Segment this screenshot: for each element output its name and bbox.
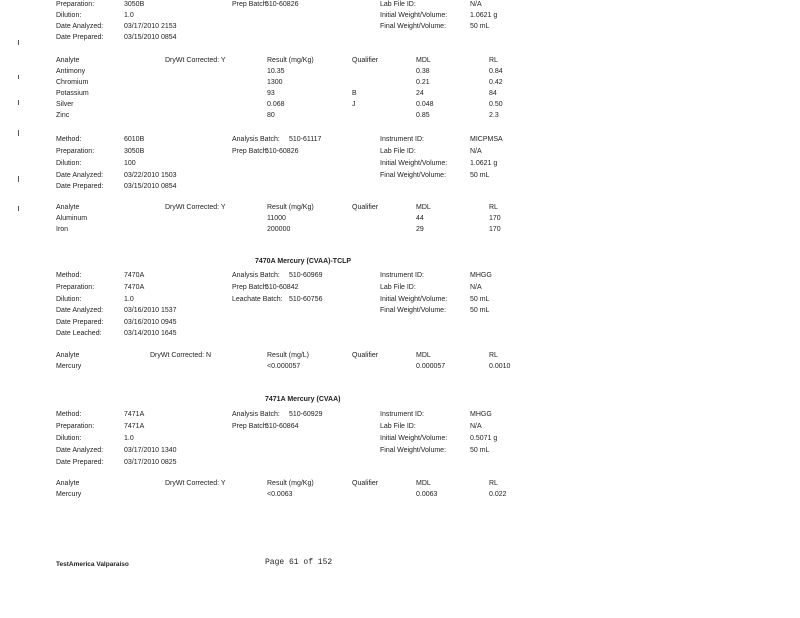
col-rl: RL: [489, 352, 498, 359]
col-mdl: MDL: [416, 480, 431, 487]
prep-batch-value: 510-60864: [265, 423, 299, 430]
initial-wv-value: 1.0621 g: [470, 12, 498, 19]
analyte-cell: Aluminum: [56, 215, 88, 222]
col-qualifier: Qualifier: [352, 57, 379, 64]
preparation-value: 7470A: [124, 284, 145, 291]
initial-wv-label: Initial Weight/Volume:: [380, 160, 448, 167]
final-wv-label: Final Weight/Volume:: [380, 307, 447, 314]
result-cell: 10.35: [267, 68, 285, 75]
scan-mark: [18, 40, 19, 45]
rl-cell: 0.0010: [489, 363, 511, 370]
prep-batch-value: 510-60826: [265, 1, 299, 8]
date-prepared-label: Date Prepared:: [56, 34, 104, 41]
initial-wv-label: Initial Weight/Volume:: [380, 435, 448, 442]
lab-file-label: Lab File ID:: [380, 284, 416, 291]
instrument-label: Instrument ID:: [380, 272, 424, 279]
col-mdl: MDL: [416, 57, 431, 64]
col-drywt: DryWt Corrected: Y: [165, 480, 226, 487]
analyte-cell: Mercury: [56, 363, 82, 370]
preparation-label: Preparation:: [56, 284, 95, 291]
dilution-label: Dilution:: [56, 435, 82, 442]
prep-batch-label: Prep Batch:: [232, 423, 269, 430]
analysis-batch-value: 510-61117: [289, 136, 322, 143]
scan-mark: [18, 100, 19, 105]
result-cell: 1300: [267, 79, 283, 86]
result-cell: 11000: [267, 215, 286, 222]
initial-wv-label: Initial Weight/Volume:: [380, 296, 448, 303]
date-leached-label: Date Leached:: [56, 330, 102, 337]
date-analyzed-label: Date Analyzed:: [56, 307, 104, 314]
dilution-label: Dilution:: [56, 160, 82, 167]
method-label: Method:: [56, 136, 82, 143]
final-wv-label: Final Weight/Volume:: [380, 23, 447, 30]
mdl-cell: 0.85: [416, 112, 430, 119]
date-prepared-label: Date Prepared:: [56, 459, 104, 466]
result-cell: 80: [267, 112, 275, 119]
date-analyzed-label: Date Analyzed:: [56, 447, 104, 454]
rl-cell: 84: [489, 90, 497, 97]
dilution-value: 1.0: [124, 12, 134, 19]
analyte-cell: Antimony: [56, 68, 86, 75]
col-qualifier: Qualifier: [352, 352, 379, 359]
analyte-cell: Silver: [56, 101, 74, 108]
initial-wv-value: 0.5071 g: [470, 435, 498, 442]
result-cell: <0.0063: [267, 491, 293, 498]
preparation-label: Preparation:: [56, 1, 95, 8]
method-value: 7471A: [124, 411, 145, 418]
date-prepared-value: 03/15/2010 0854: [124, 34, 177, 41]
final-wv-label: Final Weight/Volume:: [380, 447, 447, 454]
mdl-cell: 0.38: [416, 68, 430, 75]
result-cell: <0.000057: [267, 363, 301, 370]
initial-wv-label: Initial Weight/Volume:: [380, 12, 448, 19]
scan-mark: [18, 75, 19, 79]
col-rl: RL: [489, 480, 498, 487]
lab-file-value: N/A: [470, 284, 482, 291]
final-wv-value: 50 mL: [470, 172, 490, 179]
lab-file-value: N/A: [470, 1, 482, 8]
mdl-cell: 44: [416, 215, 424, 222]
result-cell: 200000: [267, 226, 291, 233]
page-number: Page 61 of 152: [265, 558, 333, 567]
date-prepared-value: 03/16/2010 0945: [124, 319, 177, 326]
rl-cell: 0.84: [489, 68, 503, 75]
col-drywt: DryWt Corrected: Y: [165, 204, 226, 211]
leachate-batch-label: Leachate Batch:: [232, 296, 283, 303]
rl-cell: 170: [489, 226, 501, 233]
result-cell: 93: [267, 90, 275, 97]
analysis-batch-label: Analysis Batch:: [232, 136, 280, 143]
date-prepared-value: 03/15/2010 0854: [124, 183, 177, 190]
analysis-batch-value: 510-60929: [289, 411, 323, 418]
qualifier-cell: J: [352, 101, 356, 108]
col-rl: RL: [489, 204, 498, 211]
date-leached-value: 03/14/2010 1645: [124, 330, 177, 337]
prep-batch-label: Prep Batch:: [232, 148, 269, 155]
mdl-cell: 0.0063: [416, 491, 438, 498]
col-drywt: DryWt Corrected: N: [150, 352, 212, 359]
col-rl: RL: [489, 57, 498, 64]
mdl-cell: 0.21: [416, 79, 430, 86]
lab-file-label: Lab File ID:: [380, 148, 416, 155]
section-title: 7470A Mercury (CVAA)-TCLP: [255, 258, 352, 265]
preparation-label: Preparation:: [56, 423, 95, 430]
instrument-value: MICPMSA: [470, 136, 503, 143]
col-analyte: Analyte: [56, 480, 80, 487]
final-wv-value: 50 mL: [470, 307, 490, 314]
scan-mark: [18, 176, 19, 182]
analysis-batch-label: Analysis Batch:: [232, 272, 280, 279]
dilution-label: Dilution:: [56, 12, 82, 19]
scan-mark: [18, 206, 19, 211]
rl-cell: 170: [489, 215, 501, 222]
col-analyte: Analyte: [56, 204, 80, 211]
mdl-cell: 0.048: [416, 101, 434, 108]
instrument-label: Instrument ID:: [380, 136, 424, 143]
date-analyzed-value: 03/22/2010 1503: [124, 172, 177, 179]
col-analyte: Analyte: [56, 57, 80, 64]
rl-cell: 2.3: [489, 112, 499, 119]
col-drywt: DryWt Corrected: Y: [165, 57, 226, 64]
col-qualifier: Qualifier: [352, 204, 379, 211]
instrument-value: MHGG: [470, 272, 492, 279]
date-analyzed-label: Date Analyzed:: [56, 23, 104, 30]
analyte-cell: Chromium: [56, 79, 89, 86]
col-result: Result (mg/Kg): [267, 204, 314, 211]
footer-lab-name: TestAmerica Valparaiso: [56, 561, 129, 568]
mdl-cell: 0.000057: [416, 363, 446, 370]
section-title: 7471A Mercury (CVAA): [265, 396, 341, 403]
col-mdl: MDL: [416, 204, 431, 211]
col-result: Result (mg/L): [267, 352, 310, 359]
prep-batch-label: Prep Batch:: [232, 284, 269, 291]
mdl-cell: 29: [416, 226, 424, 233]
initial-wv-value: 50 mL: [470, 296, 490, 303]
method-value: 6010B: [124, 136, 145, 143]
preparation-value: 3050B: [124, 1, 145, 8]
scan-mark: [18, 130, 19, 136]
analyte-cell: Iron: [56, 226, 69, 233]
col-analyte: Analyte: [56, 352, 80, 359]
result-cell: 0.068: [267, 101, 285, 108]
col-result: Result (mg/Kg): [267, 57, 314, 64]
date-analyzed-value: 03/16/2010 1537: [124, 307, 177, 314]
analysis-batch-value: 510-60969: [289, 272, 323, 279]
rl-cell: 0.50: [489, 101, 503, 108]
method-value: 7470A: [124, 272, 145, 279]
date-analyzed-label: Date Analyzed:: [56, 172, 104, 179]
dilution-value: 1.0: [124, 435, 134, 442]
lab-file-value: N/A: [470, 148, 482, 155]
date-prepared-value: 03/17/2010 0825: [124, 459, 177, 466]
initial-wv-value: 1.0621 g: [470, 160, 498, 167]
lab-file-label: Lab File ID:: [380, 1, 416, 8]
final-wv-label: Final Weight/Volume:: [380, 172, 447, 179]
analyte-cell: Zinc: [56, 112, 70, 119]
prep-batch-value: 510-60826: [265, 148, 299, 155]
rl-cell: 0.022: [489, 491, 507, 498]
preparation-label: Preparation:: [56, 148, 95, 155]
dilution-label: Dilution:: [56, 296, 82, 303]
prep-batch-label: Prep Batch:: [232, 1, 269, 8]
leachate-batch-value: 510-60756: [289, 296, 323, 303]
preparation-value: 7471A: [124, 423, 145, 430]
col-qualifier: Qualifier: [352, 480, 379, 487]
instrument-label: Instrument ID:: [380, 411, 424, 418]
method-label: Method:: [56, 272, 82, 279]
date-prepared-label: Date Prepared:: [56, 319, 104, 326]
final-wv-value: 50 mL: [470, 447, 490, 454]
analysis-batch-label: Analysis Batch:: [232, 411, 280, 418]
date-prepared-label: Date Prepared:: [56, 183, 104, 190]
qualifier-cell: B: [352, 90, 357, 97]
preparation-value: 3050B: [124, 148, 145, 155]
col-mdl: MDL: [416, 352, 431, 359]
instrument-value: MHGG: [470, 411, 492, 418]
analyte-cell: Potassium: [56, 90, 89, 97]
rl-cell: 0.42: [489, 79, 503, 86]
prep-batch-value: 510-60842: [265, 284, 299, 291]
mdl-cell: 24: [416, 90, 424, 97]
method-label: Method:: [56, 411, 82, 418]
lab-file-value: N/A: [470, 423, 482, 430]
date-analyzed-value: 03/17/2010 2153: [124, 23, 177, 30]
dilution-value: 100: [124, 160, 136, 167]
final-wv-value: 50 mL: [470, 23, 490, 30]
col-result: Result (mg/Kg): [267, 480, 314, 487]
date-analyzed-value: 03/17/2010 1340: [124, 447, 177, 454]
analyte-cell: Mercury: [56, 491, 82, 498]
lab-file-label: Lab File ID:: [380, 423, 416, 430]
dilution-value: 1.0: [124, 296, 134, 303]
